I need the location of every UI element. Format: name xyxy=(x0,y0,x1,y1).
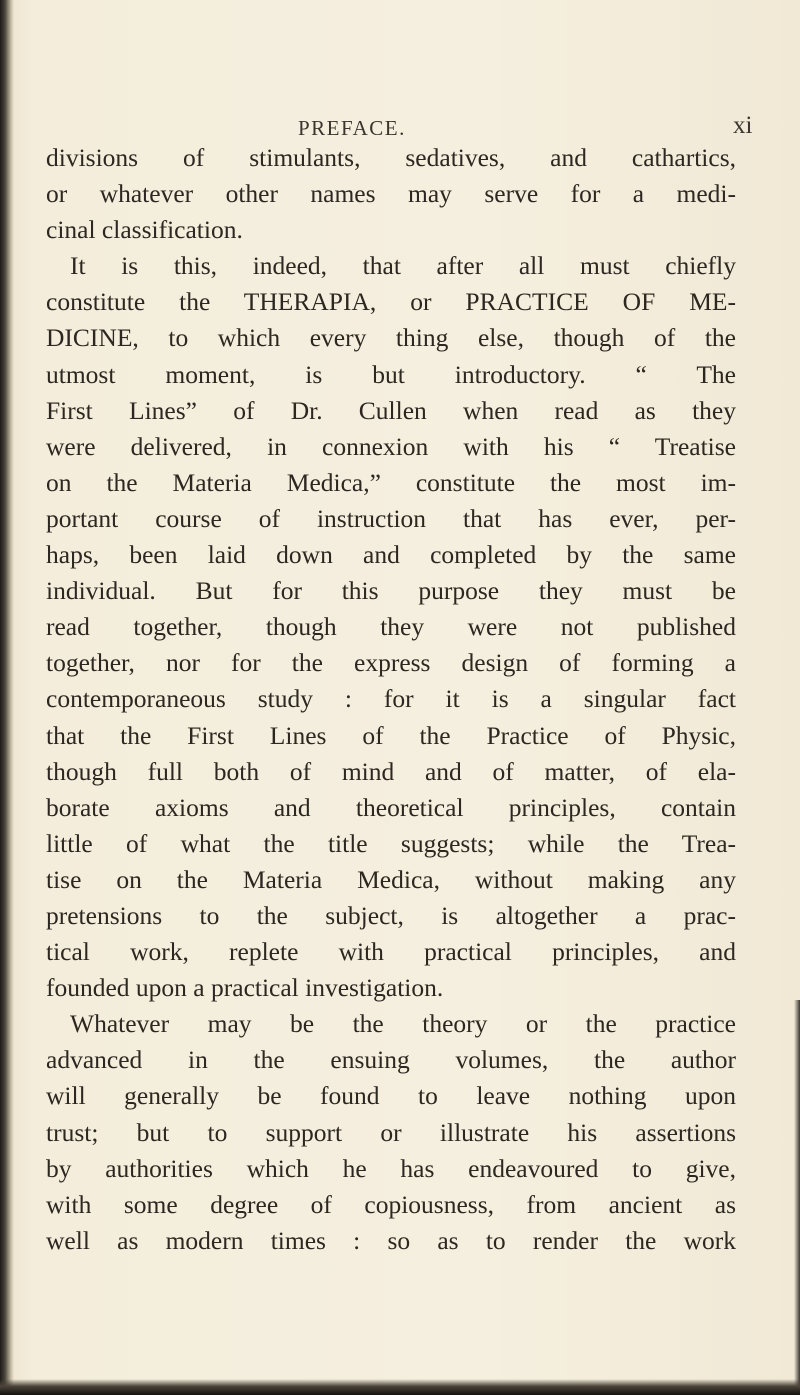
text-line: were delivered, in connexion with his “ Treatise xyxy=(46,431,736,461)
text-line: with some degree of copiousness, from ancient as xyxy=(46,1189,736,1219)
text-line: advanced in the ensuing volumes, the author xyxy=(46,1045,736,1075)
text-line: contemporaneous study : for it is a singular fact xyxy=(46,684,736,714)
text-line: cinal classification. xyxy=(46,215,243,245)
text-line: or whatever other names may serve for a medi- xyxy=(46,179,736,209)
page-number: xi xyxy=(733,112,753,139)
text-line: by authorities which he has endeavoured to give, xyxy=(46,1153,736,1183)
page-header xyxy=(0,112,800,142)
text-line: portant course of instruction that has ever, per- xyxy=(46,503,736,533)
text-line: together, nor for the express design of forming a xyxy=(46,648,736,678)
text-line: It is this, indeed, that after all must chiefly xyxy=(70,251,736,281)
page-edge-shadow xyxy=(794,1000,800,1395)
running-head: PREFACE. xyxy=(298,116,406,140)
text-line: will generally be found to leave nothing upon xyxy=(46,1081,736,1111)
text-line: pretensions to the subject, is altogether a prac- xyxy=(46,900,736,930)
text-line: little of what the title suggests; while the Trea- xyxy=(46,828,736,858)
body-text xyxy=(46,140,736,1259)
text-line: founded upon a practical investigation. xyxy=(46,973,444,1003)
text-line: tical work, replete with practical principles, and xyxy=(46,937,736,967)
text-line: utmost moment, is but introductory. “ The xyxy=(46,359,736,389)
text-line: individual. But for this purpose they must be xyxy=(46,576,736,606)
page-bottom-shadow xyxy=(0,1379,800,1395)
text-line: on the Materia Medica,” constitute the most im- xyxy=(46,467,736,497)
text-line: well as modern times : so as to render the work xyxy=(46,1225,736,1255)
text-line: First Lines” of Dr. Cullen when read as they xyxy=(46,395,736,425)
text-line: haps, been laid down and completed by the same xyxy=(46,540,736,570)
text-line: read together, though they were not published xyxy=(46,612,736,642)
text-line: trust; but to support or illustrate his assertions xyxy=(46,1117,736,1147)
page-binding-shadow xyxy=(0,0,14,1395)
text-line: that the First Lines of the Practice of Physic, xyxy=(46,720,736,750)
text-line: divisions of stimulants, sedatives, and cathartics, xyxy=(46,143,736,172)
text-line: tise on the Materia Medica, without making any xyxy=(46,864,736,894)
text-line: borate axioms and theoretical principles, contain xyxy=(46,792,736,822)
text-line: constitute the THERAPIA, or PRACTICE OF ME- xyxy=(46,287,736,317)
text-line: DICINE, to which every thing else, though of the xyxy=(46,323,736,353)
text-line: Whatever may be the theory or the practice xyxy=(70,1009,736,1039)
text-line: though full both of mind and of matter, of ela- xyxy=(46,756,736,786)
